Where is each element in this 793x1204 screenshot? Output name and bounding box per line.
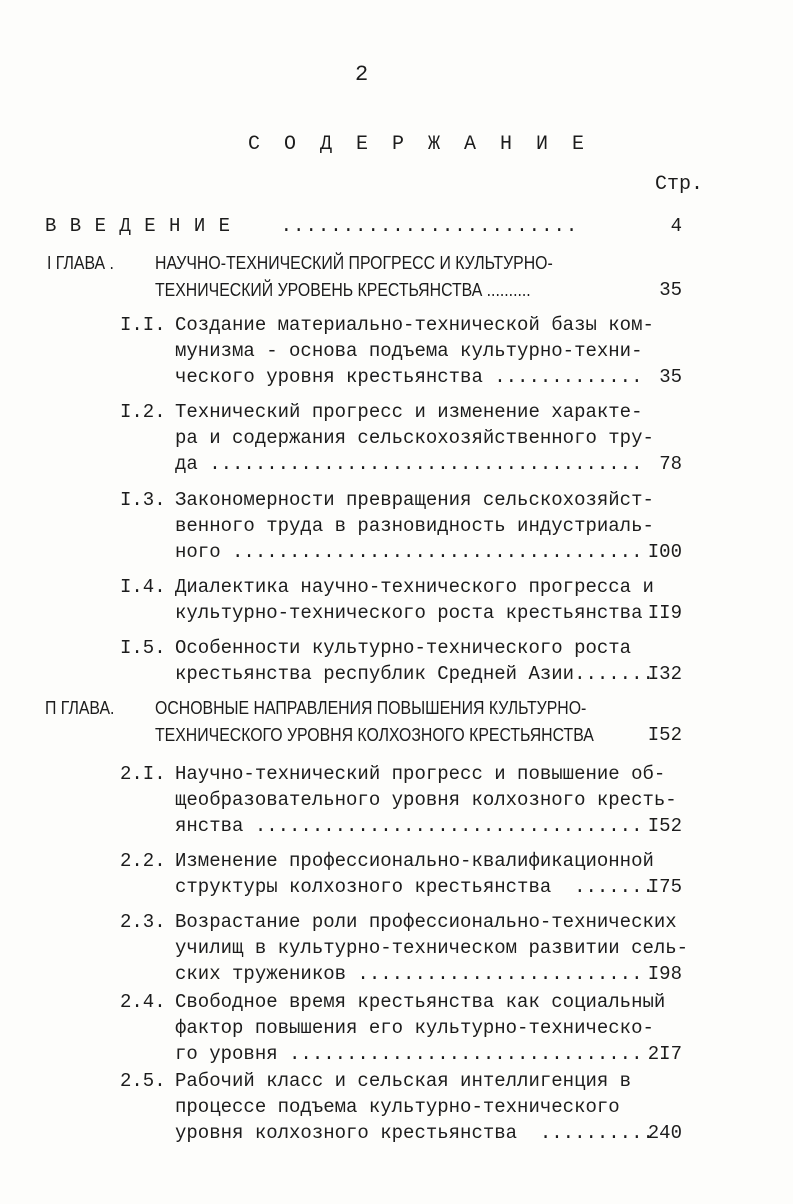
- contents-title: С О Д Е Р Ж А Н И Е: [248, 133, 591, 156]
- entry-page: 35: [659, 366, 682, 388]
- entry-text: Рабочий класс и сельская интеллигенция в: [175, 1070, 632, 1092]
- entry-text: Научно-технический прогресс и повышение об-: [175, 763, 666, 785]
- chapter-number: I ГЛАВА .: [47, 253, 114, 273]
- entry-text: ного ....................................: [175, 541, 643, 563]
- entry-text: фактор повышения его культурно-техническо-: [175, 1017, 654, 1039]
- entry-page: 35: [659, 279, 682, 301]
- section-number: 2.I.: [120, 763, 166, 785]
- entry-text: Закономерности превращения сельскохозяйст-: [175, 489, 654, 511]
- section-number: 2.3.: [120, 911, 166, 933]
- entry-page: I75: [647, 876, 682, 898]
- entry-text: да ......................................: [175, 453, 643, 475]
- entry-text: ТЕХНИЧЕСКИЙ УРОВЕНЬ КРЕСТЬЯНСТВА ..........: [155, 280, 531, 300]
- entry-text: Возрастание роли профессионально-технических: [175, 911, 677, 933]
- entry-text: НАУЧНО-ТЕХНИЧЕСКИЙ ПРОГРЕСС И КУЛЬТУРНО-: [155, 253, 553, 273]
- section-number: 2.2.: [120, 850, 166, 872]
- entry-text: ческого уровня крестьянства .............: [175, 366, 643, 388]
- entry-page: II9: [647, 602, 682, 624]
- entry-text: В В Е Д Е Н И Е ........................: [45, 215, 579, 237]
- page-column-header: Стр.: [655, 173, 704, 196]
- entry-text: Диалектика научно-технического прогресса и: [175, 576, 654, 598]
- entry-page: I52: [647, 815, 682, 837]
- entry-text: крестьянства республик Средней Азии.......: [175, 663, 654, 685]
- entry-text: ра и содержания сельскохозяйственного тру-: [175, 427, 654, 449]
- entry-page: I52: [647, 724, 682, 746]
- chapter-number: П ГЛАВА.: [45, 698, 115, 718]
- entry-text: Особенности культурно-технического роста: [175, 637, 632, 659]
- section-number: 2.4.: [120, 991, 166, 1013]
- entry-text: янства ..................................: [175, 815, 643, 837]
- entry-text: венного труда в разновидность индустриаль-: [175, 515, 654, 537]
- entry-text: культурно-технического роста крестьянства: [175, 602, 643, 624]
- entry-page: 4: [670, 215, 682, 237]
- entry-text: ОСНОВНЫЕ НАПРАВЛЕНИЯ ПОВЫШЕНИЯ КУЛЬТУРНО-: [155, 698, 587, 718]
- entry-page: 78: [659, 453, 682, 475]
- section-number: I.3.: [120, 489, 166, 511]
- section-number: 2.5.: [120, 1070, 166, 1092]
- entry-text: Свободное время крестьянства как социальный: [175, 991, 666, 1013]
- entry-text: Технический прогресс и изменение характе-: [175, 401, 643, 423]
- entry-text: мунизма - основа подъема культурно-техни-: [175, 340, 643, 362]
- entry-text: щеобразовательного уровня колхозного кресть-: [175, 789, 677, 811]
- section-number: I.I.: [120, 314, 166, 336]
- entry-page: I98: [647, 963, 682, 985]
- entry-text: го уровня ...............................: [175, 1043, 643, 1065]
- section-number: I.4.: [120, 576, 166, 598]
- entry-text: уровня колхозного крестьянства ..........: [175, 1122, 654, 1144]
- entry-page: I00: [647, 541, 682, 563]
- entry-text: училищ в культурно-техническом развитии сель-: [175, 937, 689, 959]
- section-number: I.5.: [120, 637, 166, 659]
- entry-text: процессе подъема культурно-технического: [175, 1096, 620, 1118]
- entry-text: Изменение профессионально-квалификационной: [175, 850, 654, 872]
- entry-text: ских тружеников .........................: [175, 963, 643, 985]
- entry-page: I32: [647, 663, 682, 685]
- section-number: I.2.: [120, 401, 166, 423]
- entry-text: Создание материально-технической базы ком-: [175, 314, 654, 336]
- entry-page: 2I7: [647, 1043, 682, 1065]
- page-number: 2: [355, 62, 369, 87]
- entry-page: 240: [647, 1122, 682, 1144]
- entry-text: ТЕХНИЧЕСКОГО УРОВНЯ КОЛХОЗНОГО КРЕСТЬЯНСТВА: [155, 725, 594, 745]
- entry-text: структуры колхозного крестьянства .......: [175, 876, 654, 898]
